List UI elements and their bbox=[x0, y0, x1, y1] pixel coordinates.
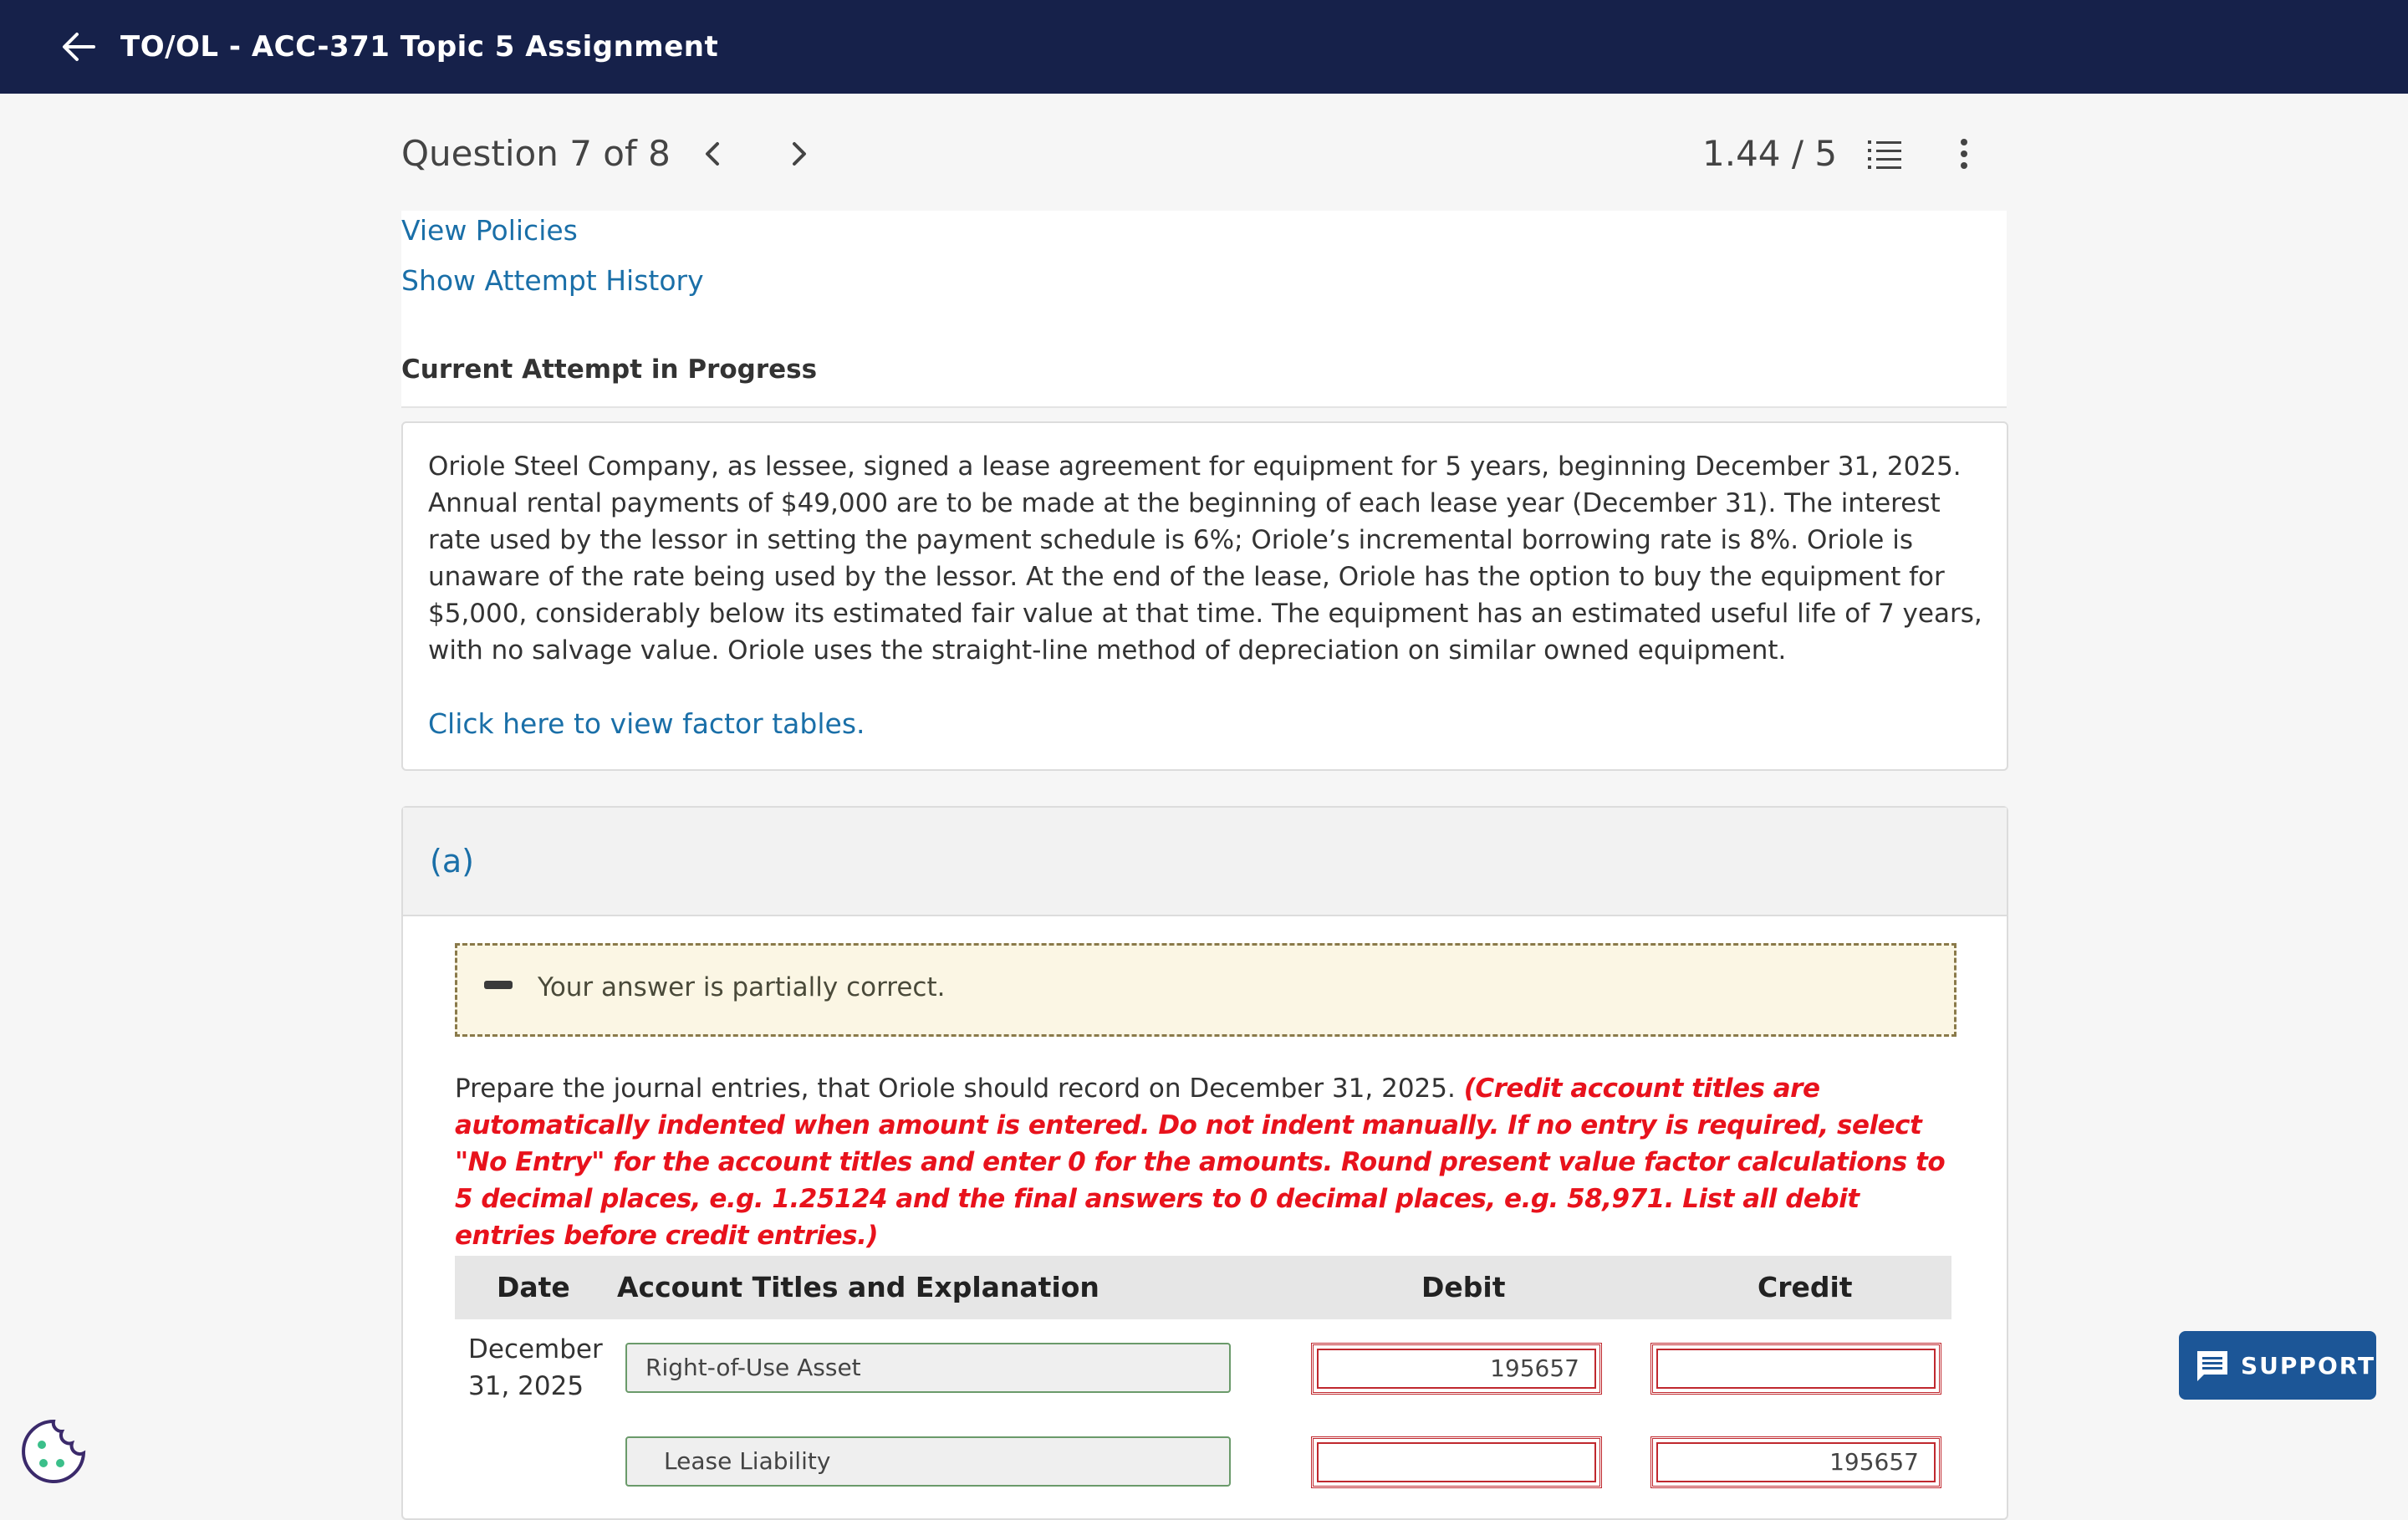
cookie-settings-icon[interactable] bbox=[18, 1416, 89, 1487]
part-a-card bbox=[401, 806, 2008, 1520]
credit-input[interactable] bbox=[1650, 1343, 1941, 1395]
header-date: Date bbox=[497, 1271, 570, 1303]
feedback-text: Your answer is partially correct. bbox=[538, 972, 946, 1002]
attempt-status-heading: Current Attempt in Progress bbox=[401, 354, 818, 385]
previous-question-icon[interactable] bbox=[697, 137, 727, 171]
question-card bbox=[401, 421, 2008, 771]
account-title-input[interactable]: Right-of-Use Asset bbox=[625, 1343, 1231, 1393]
credit-input[interactable]: 195657 bbox=[1650, 1436, 1941, 1488]
question-text: Oriole Steel Company, as lessee, signed a lease agreement for equipment for 5 years, beginning December 31, 2025. Annual rental payments of $49,000 are to be made at the beginning of each lease year (December 31). The interest rate used by the lessor in setting the payment schedule is 6%; Oriole’s incremental borrowing rate is 8%. Oriole is unaware of the rate being used by the lessor. At the end of the lease, Oriole has the option to buy the equipment for $5,000, considerably below its estimated fair value at that time. The equipment has an estimated useful life of 7 years, with no salvage value. Oriole uses the straight-line method of depreciation on similar owned equipment. bbox=[428, 451, 1982, 666]
header-debit: Debit bbox=[1421, 1271, 1506, 1303]
support-button[interactable] bbox=[2179, 1331, 2376, 1400]
journal-table-header bbox=[455, 1256, 1951, 1319]
view-policies-link[interactable]: View Policies bbox=[401, 214, 578, 247]
show-attempt-history-link[interactable]: Show Attempt History bbox=[401, 264, 704, 297]
factor-tables-link[interactable]: Click here to view factor tables. bbox=[428, 707, 865, 740]
entry-date: December 31, 2025 bbox=[468, 1334, 603, 1401]
back-arrow-icon[interactable] bbox=[60, 30, 97, 64]
chat-icon bbox=[2194, 1348, 2231, 1385]
part-label: (a) bbox=[430, 843, 474, 880]
top-bar bbox=[0, 0, 2408, 94]
instructions bbox=[455, 1070, 1960, 1254]
instruction-text: Prepare the journal entries, that Oriole should record on December 31, 2025. bbox=[455, 1074, 1464, 1104]
partial-correct-icon bbox=[484, 981, 513, 989]
divider bbox=[401, 406, 2007, 408]
instruction-note: (Credit account titles are automatically indented when amount is entered. Do not indent manually. If no entry is required, select "No Entry" for the account titles and enter 0 for the amounts. Round present value factor calculations to 5 decimal places, e.g. 1.25124 and the final answers to 0 decimal places, e.g. 58,971. List all debit entries before credit entries.) bbox=[455, 1074, 1946, 1251]
debit-input[interactable]: 195657 bbox=[1311, 1343, 1602, 1395]
header-account: Account Titles and Explanation bbox=[617, 1271, 1099, 1303]
debit-input[interactable] bbox=[1311, 1436, 1602, 1488]
score-display: 1.44 / 5 bbox=[1702, 133, 1838, 174]
account-title-input[interactable]: Lease Liability bbox=[625, 1436, 1231, 1487]
assignment-title: TO/OL - ACC-371 Topic 5 Assignment bbox=[120, 30, 719, 64]
feedback-banner bbox=[455, 943, 1956, 1037]
question-counter: Question 7 of 8 bbox=[401, 133, 671, 174]
more-options-icon[interactable] bbox=[1951, 135, 1977, 172]
support-label: SUPPORT bbox=[2241, 1352, 2376, 1380]
question-list-icon[interactable] bbox=[1866, 135, 1903, 172]
next-question-icon[interactable] bbox=[784, 137, 814, 171]
header-credit: Credit bbox=[1758, 1271, 1853, 1303]
part-header bbox=[403, 808, 2007, 916]
